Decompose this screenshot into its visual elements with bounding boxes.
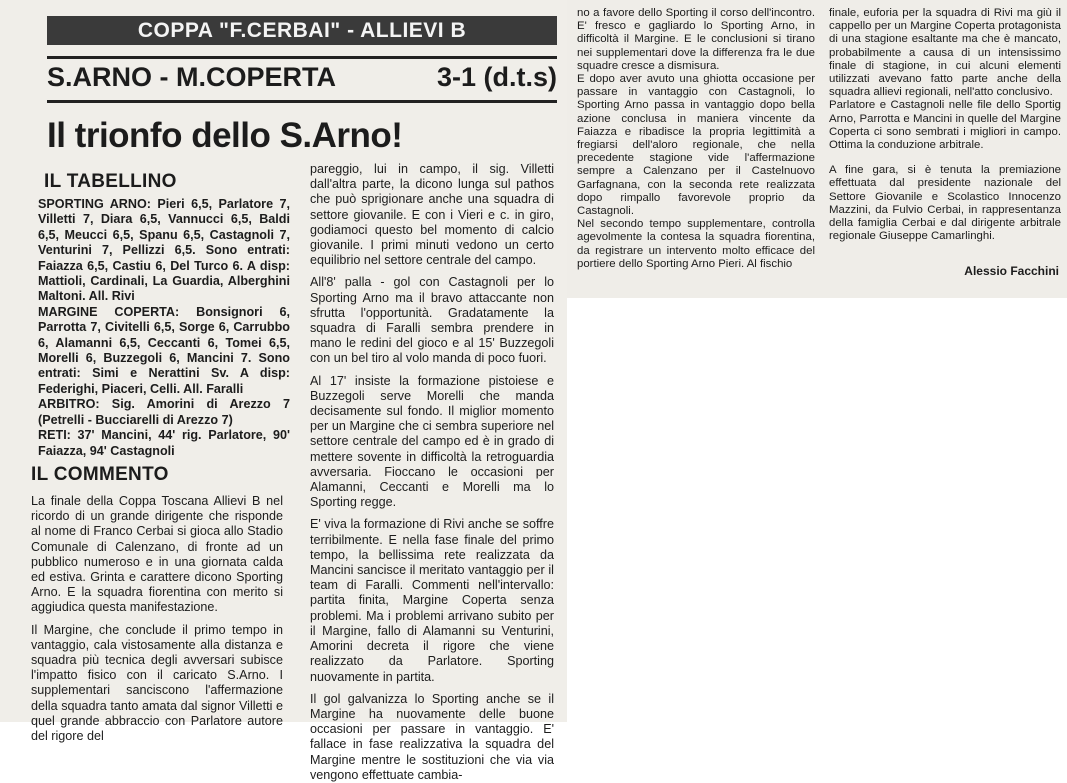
article-column-4: [829, 7, 1061, 243]
paragraph: Nel secondo tempo supplementare, controlla agevolmente la contesa la squadra fiorentina, da registrare un intervento molto efficace del portiere dello Sporting Arno Pieri. Al fischio: [577, 218, 815, 270]
paragraph: finale, euforia per la squadra di Rivi ma giù il cappello per un Margine Coperta protagonista di una stagione esaltante ma che è mancato, probabilmente a causa di un intensissimo finale di stagione, in cui alcuni elementi utilizzati avevano fatto parte anche della squadra allievi regionali, nell'atto conclusivo.: [829, 7, 1061, 99]
article-column-1: [31, 494, 283, 744]
paragraph: E dopo aver avuto una ghiotta occasione per passare in vantaggio con Castagnoli, lo Sporting Arno passa in vantaggio dopo bella azione conclusa in maniera vincente da Faiazza e ribadisce la propria legittimità a fregiarsi dell'aloro regionale, che nella precedente stagione vide l'affermazione sempre a Calenzano per il Castelnuovo Garfagnana, con la seconda rete realizzata dopo rimpallo favorevole proprio da Castagnoli.: [577, 73, 815, 218]
match-line: [47, 58, 557, 98]
tabellino-block: [38, 197, 290, 459]
tabellino-heading: IL TABELLINO: [44, 171, 177, 192]
bottom-divider: [47, 100, 557, 103]
article-headline: Il trionfo dello S.Arno!: [47, 116, 403, 155]
paragraph: Parlatore e Castagnoli nelle file dello Sportig Arno, Parrotta e Mancini in quelle del Margine Coperta ci sono sembrati i migliori in campo. Ottima la conduzione arbitrale.: [829, 99, 1061, 152]
author-signature: Alessio Facchini: [964, 264, 1059, 278]
paragraph: E' viva la formazione di Rivi anche se soffre terribilmente. E nella fase finale del primo tempo, la bellissima rete realizzata da Mancini sancisce il meritato vantaggio per il team di Faralli. Commenti nell'intervallo: partita finita, Margine Coperta senza problemi. Ma i problemi arrivano subito per il Margine, fallo di Alamanni su Venturini, Amorini decreta il rigore che viene realizzato da Parlatore. Sporting nuovamente in partita.: [310, 517, 554, 684]
paragraph: A fine gara, si è tenuta la premiazione effettuata dal presidente nazionale del Settore Giovanile e Scolastico Innocenzo Mazzini, da Fulvio Cerbai, in rappresentanza della famiglia Cerbai e dal dirigente arbitrale regionale Giuseppe Camarlinghi.: [829, 164, 1061, 243]
article-column-3: [577, 7, 815, 271]
commento-heading: IL COMMENTO: [31, 464, 169, 485]
paragraph: La finale della Coppa Toscana Allievi B nel ricordo di un grande dirigente che risponde al nome di Franco Cerbai si gioca allo Stadio Comunale di Calenzano, di fronte ad un pubblico numeroso e in una giornata calda ed estiva. Grinta e carattere dicono Sporting Arno. E la squadra fiorentina con merito si aggiudica questa manifestazione.: [31, 494, 283, 615]
match-result: 3-1 (d.t.s): [436, 62, 557, 92]
paragraph: All'8' palla - gol con Castagnoli per lo Sporting Arno ma il bravo attaccante non sfrutta l'opportunità. Gradatamente la squadra di Faralli sembra prendere in mano le redini del gioco e al 15' Buzzegoli con un bel tiro al volo manda di poco fuori.: [310, 275, 554, 366]
paragraph: no a favore dello Sporting il corso dell'incontro. E' fresco e gagliardo lo Sporting Arno, in difficoltà il Margine. E le conclusioni si tirano nei supplementari dove la differenza fra le due squadre cresce a dismisura.: [577, 7, 815, 72]
cup-title-bar: [47, 16, 557, 45]
cup-title: COPPA "F.CERBAI" - ALLIEVI B: [137, 18, 467, 42]
lineup-sporting: SPORTING ARNO: Pieri 6,5, Parlatore 7, Villetti 7, Diara 6,5, Vannucci 6,5, Baldi 6,5, Meucci 6,5, Spanu 6,5, Castagnoli 7, Venturini 7, Pellizzi 6,5. Sono entrati: Faiazza 6,5, Castiu 6, Del Turco 6. A disp: Mattioli, Cardinali, La Guardia, Alberghini Maltoni. All. Rivi: [38, 197, 290, 304]
paragraph: Il gol galvanizza lo Sporting anche se il Margine ha nuovamente delle buone occasioni per passare in vantaggio. E' fallace in fase realizzativa la squadra del Margine mentre le sostituzioni che via via vengono effettuate cambia-: [310, 691, 554, 782]
match-teams: S.ARNO - M.COPERTA: [47, 62, 336, 92]
paragraph: Il Margine, che conclude il primo tempo in vantaggio, cala vistosamente alla distanza e squadra più tecnica degli avversari subisce l'impatto fisico con il caricato S.Arno. I supplementari sanciscono l'affermazione della squadra tanto amata dal signor Villetti e quel grande abbraccio con Parlatore autore del rigore del: [31, 622, 283, 744]
article-column-2: [310, 162, 554, 783]
paragraph: Al 17' insiste la formazione pistoiese e Buzzegoli serve Morelli che manda decisamente sul fondo. Il miglior momento per un Margine che ci sembra superiore nel settore centrale del campo ed è in grado di mettere sovente in difficoltà la retroguardia avversaria. Fioccano le occasioni per Alamanni, Ceccanti e Morelli ma lo Sporting regge.: [310, 373, 554, 510]
goals: RETI: 37' Mancini, 44' rig. Parlatore, 90' Faiazza, 94' Castagnoli: [38, 428, 290, 458]
referee: ARBITRO: Sig. Amorini di Arezzo 7 (Petrelli - Bucciarelli di Arezzo 7): [38, 397, 290, 427]
lineup-margine: MARGINE COPERTA: Bonsignori 6, Parrotta 7, Civitelli 6,5, Sorge 6, Carrubbo 6, Alamanni 6,5, Ceccanti 6, Tomei 6,5, Morelli 6, Buzzegoli 6, Mancini 7. Sono entrati: Simi e Nerattini Sv. A disp: Federighi, Piaceri, Celli. All. Faralli: [38, 304, 290, 396]
paragraph: pareggio, lui in campo, il sig. Villetti dall'altra parte, la dicono lunga sul pathos che può sprigionare anche una squadra di settore giovanile. E con i Vieri e c. in giro, godiamoci questo bel momento di calcio giovanile. I primi minuti vedono un certo equilibrio nel settore centrale del campo.: [310, 162, 554, 268]
newspaper-clipping-right: [567, 0, 1067, 298]
